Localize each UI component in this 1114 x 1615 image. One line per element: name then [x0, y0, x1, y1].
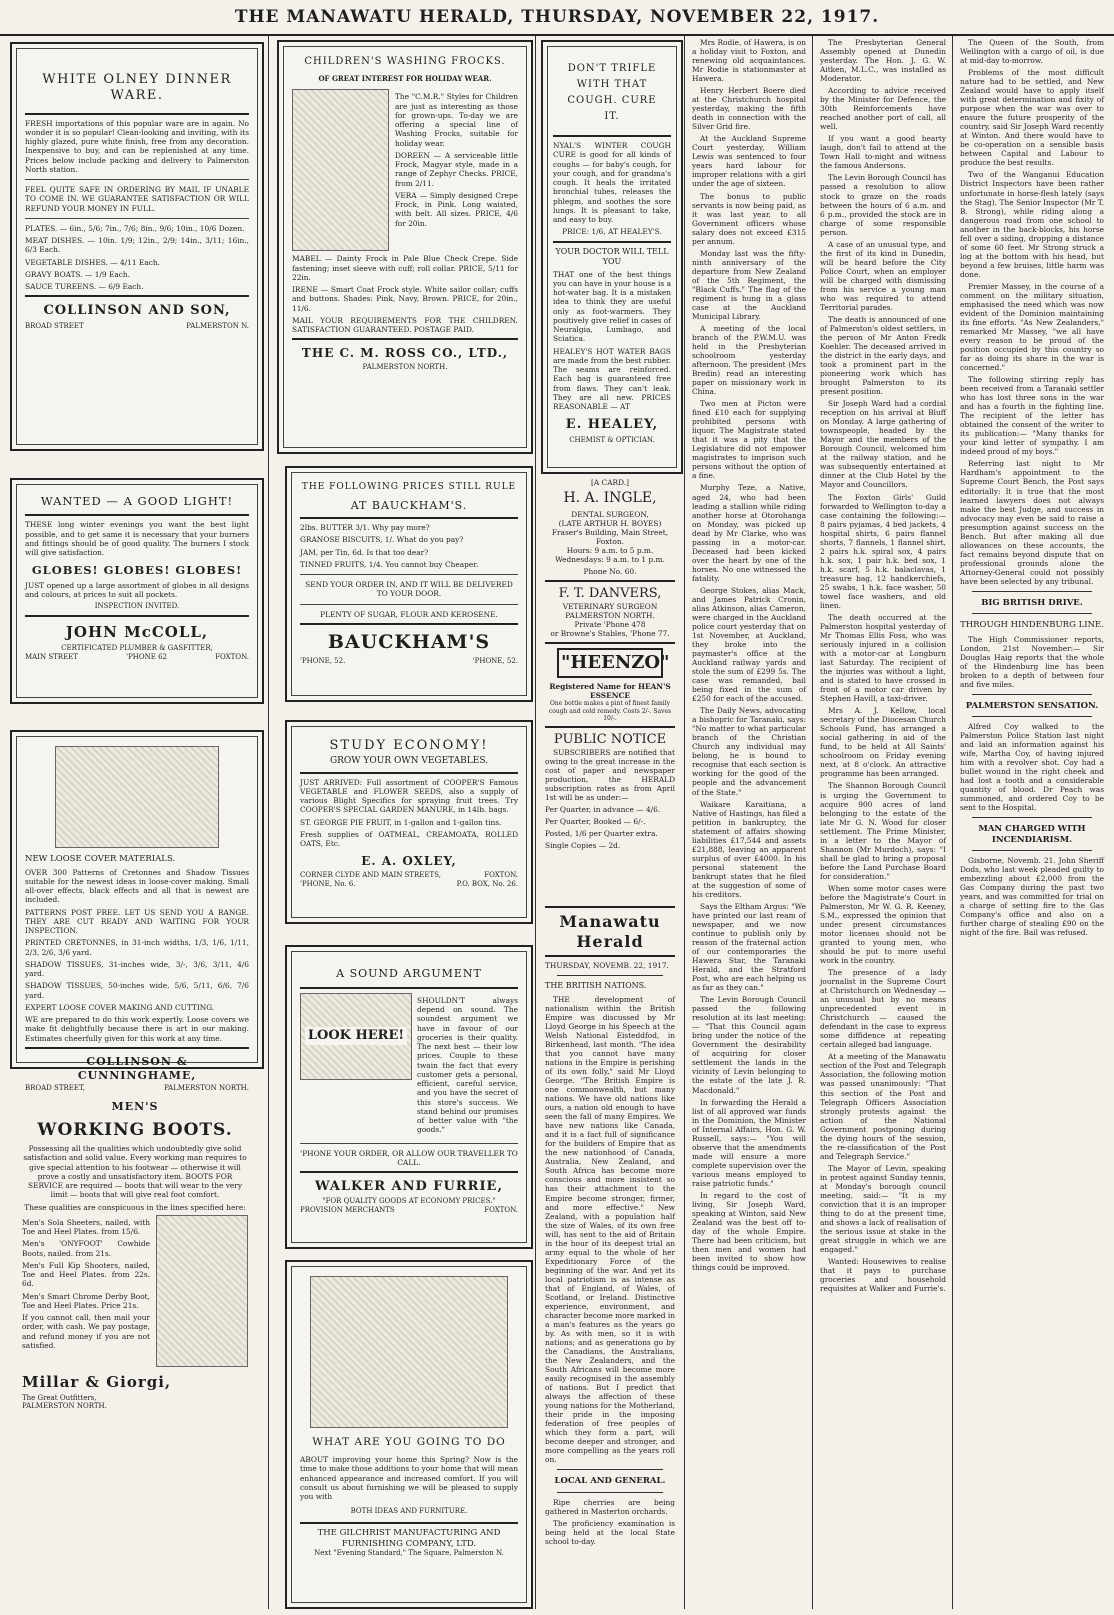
olney-item-3: VEGETABLE DISHES. — 4/11 Each.	[25, 257, 160, 267]
boot-illustration	[156, 1215, 248, 1367]
study-oats: Fresh supplies of OATMEAL, CREAMOATA, ROLLED OATS, Etc.	[300, 829, 518, 848]
study-pie: ST. GEORGE PIE FRUIT, in 1-gallon and 1-gallon tins.	[300, 817, 502, 827]
frocks-body-5: IRENE — Smart Coat Frock style. White sailor collar; cuffs and buttons. Shades: Pink, Navy, Brown. PRICE, for 20in., 11/6.	[292, 285, 518, 313]
olney-dinnerware-ad	[10, 42, 264, 451]
study-title: STUDY ECONOMY!	[329, 738, 489, 753]
light-title: WANTED — A GOOD LIGHT!	[40, 494, 234, 508]
bauckham-title-1: THE FOLLOWING PRICES STILL RULE	[301, 482, 517, 492]
editorial-column	[541, 900, 679, 1609]
bauckham-plenty: PLENTY OF SUGAR, FLOUR AND KEROSENE.	[320, 609, 498, 619]
doing-addr: Next "Evening Standard," The Square, Palmerston N.	[314, 1549, 504, 1558]
covers-patterns: PATTERNS POST FREE. LET US SEND YOU A RANGE. THEY ARE CUT READY AND WAITING FOR YOUR INSPECTION.	[25, 907, 249, 936]
covers-street: BROAD STREET,	[25, 1084, 85, 1093]
cough-ad	[541, 40, 683, 474]
news-item: The Presbyterian General Assembly opened at Dunedin yesterday. The Hon. J. G. W. Aitken, M.L.C., was installed as Moderator.	[820, 38, 946, 84]
notice-rate-2: Per Quarter, Booked — 6/-.	[545, 817, 646, 827]
lead-title: THE BRITISH NATIONS.	[545, 981, 647, 991]
ingle-card: [A CARD.]	[590, 478, 630, 487]
room-illustration	[310, 1276, 508, 1428]
boots-body: Possessing all the qualities which undoubtedly give solid satisfaction and solid value. Every working man requires to give special attention to his footwear — otherwise it will prove a costly and unsatisfactory item. BOOTS FOR SERVICE are required — boots that will wear to the very limit — boots that will give real foot comfort.	[23, 1144, 247, 1200]
news-item: If you want a good hearty laugh, don't fail to attend at the Town Hall to-night and witness the famous Andersons.	[820, 134, 946, 171]
lead-paragraph: THE development of nationalism within the British Empire was discussed by Mr Lloyd George in his Speech at the Welsh National Eisteddfod, in Birkenhead, last month. "The idea that you cannot have many nations in the Empire is perishing of its own folly," said Mr Lloyd George. "The British Empire is one commonwealth, but many nations. We have old nations like ours, a nation old enough to have seen the fall of many Empires. We have new nations like Canada, and it is a fact full of significance for the builders of Empire that as the new nationhood of Canada, Australia, New Zealand, and South Africa has become more conscious and more insistent so has their attachment to the Empire become stronger, firmer, and more effective." New Zealand, with a population half the size of Wales, of its own free will, has sent to the aid of Britain in the hour of its deepest trial an army equal to the whole of her Expeditionary Force of the beginning of the war. And yet its local patriotism is as intense as that of England, of Wales, of Scotland, or Ireland. Distinctive experience, environment, and character become more marked in a man's features as the years go by. As with men, so it is with nations; and as generations go by the Canadians, the Australians, the New Zealanders, and the South Africans will become more easily recognised in the assembly of nations. But I predict that always the affection of these young nations for the Motherland, their pride in the imposing federation of free peoples of which they form a part, will become deeper and stronger, and more compelling as the years roll on.	[545, 994, 675, 1465]
news-item: The bonus to public servants is now being paid, as it was last year, to all Government officers whose salary does not exceed £315 per annum.	[692, 191, 806, 246]
column-3-cards	[541, 476, 679, 896]
news-item: A meeting of the local branch of the P.W.M.U. was held in the Presbyterian schoolroom yesterday afternoon. The president (Mrs Bredin) read an interesting paper on missionary work in China.	[692, 323, 806, 397]
news-item: Problems of the most difficult nature had to be settled, and New Zealand would have to apply itself with great determination and fixity of purpose when the war was over to ensure the future prosperity of the country, said Sir Joseph Ward recently at Winton. And there would have to be co-operation on a sensible basis between Capital and Labour to produce the best results.	[960, 68, 1104, 168]
light-firm: JOHN McCOLL,	[65, 623, 209, 641]
notice-body: SUBSCRIBERS are notified that owing to the great increase in the cost of paper and newspaper production, the HERALD subscription rates as from April 1st will be as under:—	[545, 748, 675, 803]
boots-line-3: Men's Full Kip Shooters, nailed, Toe and Heel Plates. from 22s. 6d.	[22, 1260, 150, 1289]
study-sub: GROW YOUR OWN VEGETABLES.	[329, 756, 489, 767]
masthead: THE MANAWATU HERALD, THURSDAY, NOVEMBER 22, 1917.	[0, 0, 1114, 36]
cough-body-3: HEALEY'S HOT WATER BAGS are made from the best rubber. The seams are reinforced. Each bag is guaranteed free from flaws. They can't leak. They are all new. PRICES REASONABLE — AT	[553, 346, 671, 411]
sound-body: SHOULDN'T always depend on sound. The soundest argument we have in favour of our groceries is their quality. The next best — their low prices. Couple to these twain the fact that every customer gets a personal, efficient, careful service, and you have the secret of this store's success. We stand behind our promises of better value with "the goods."	[417, 995, 518, 1135]
bauckham-phone-2: 'PHONE, 52.	[472, 656, 518, 665]
news-item: Monday last was the fifty-ninth anniversary of the departure from New Zealand of the 5th Regiment, the "Black Cuffs." The flag of the regiment is hung in a glass case at the Auckland Municipal Library.	[692, 248, 806, 321]
bauckham-line-1: 2lbs. BUTTER 3/1. Why pay more?	[300, 523, 430, 532]
sound-title: A SOUND ARGUMENT	[336, 967, 482, 980]
news-item: Sir Joseph Ward had a cordial reception on his arrival at Bluff on Monday. A large gathering of townspeople, headed by the Mayor and the members of the Borough Council, welcomed him at the railway station, and he was subsequently entertained at dinner at the Club Hotel by the Mayor and Councillors.	[820, 399, 946, 490]
olney-item-4: GRAVY BOATS. — 1/9 Each.	[25, 269, 131, 279]
sound-town: FOXTON.	[484, 1206, 518, 1214]
covers-shadow-2: SHADOW TISSUES, 50-inches wide, 5/6, 5/11, 6/6, 7/6 yard.	[25, 981, 249, 1000]
news-item: Premier Massey, in the course of a comment on the military situation, emphasised the need which was now evident of the Dominion maintaining its fine efforts. "As New Zealanders," remarked Mr Massey, "we all have every reason to be proud of the position occupied by this country so far as doing its share in the war is concerned."	[960, 281, 1104, 373]
washing-frocks-ad	[277, 40, 533, 454]
study-addr: CORNER CLYDE AND MAIN STREETS,	[300, 871, 441, 880]
news-item: Mrs Rodie, of Hawera, is on a holiday visit to Foxton, and renewing old acquaintances. Mr Rodie is stationmaster at Hawera.	[692, 38, 806, 84]
cough-trade: CHEMIST & OPTICIAN.	[569, 435, 655, 444]
study-economy-ad	[285, 720, 533, 924]
covers-title: NEW LOOSE COVER MATERIALS.	[25, 854, 176, 864]
bauckhams-ad	[285, 466, 533, 702]
cough-body-2: THAT one of the best things you can have in your house is a hot-water bag. It is a mistaken idea to think they are useful only as foot-warmers. They positively give relief in cases of Neuralgia, Lumbago, and Sciatica.	[553, 269, 671, 344]
frocks-title: CHILDREN'S WASHING FROCKS.	[304, 56, 506, 67]
notice-rate-3: Posted, 1/6 per Quarter extra.	[545, 829, 658, 839]
news-item: The Levin Borough Council passed the following resolution at its last meeting:— "That this Council again bring under the notice of the Government the desirability of acquiring for closer settlement the lands in the vicinity of Levin belonging to the estate of the late J. R. Macdonald."	[692, 995, 806, 1095]
notice-rate-4: Single Copies — 2d.	[545, 841, 621, 851]
heenzo-logo: "HEENZO"	[557, 648, 663, 678]
furnishing-ad	[285, 1260, 533, 1609]
olney-item-2: MEAT DISHES. — 10in. 1/9; 12in., 2/9; 14in., 3/11; 16in., 6/3 Each.	[25, 236, 249, 255]
covers-shadow-1: SHADOW TISSUES, 31-inches wide, 3/-, 3/6, 3/11, 4/6 yard.	[25, 959, 249, 979]
cough-firm: E. HEALEY,	[565, 417, 659, 433]
covers-body-2: WE are prepared to do this work expertly. Loose covers we make fit delightfully because there is art in our making. Estimates cheerfully given for this work at any time.	[25, 1015, 249, 1043]
danvers-phone-2: or Browne's Stables, 'Phone 77.	[550, 629, 670, 639]
news-item: Gisborne, Novemb. 21. John Sheriff Dods, who last week pleaded guilty to embezzling about £2,000 from the Gas Company during the past two years, and was committed for trial on a charge of setting fire to the Gas Company's office and also on a further charge of stealing £90 on the night of the fire. Bail was refused.	[960, 856, 1104, 938]
news-item: Alfred Coy walked to the Palmerston Police Station last night and laid an information against his wife, Martha Coy, of having injured him with a revolver shot. Coy had a bullet wound in the right cheek and had lost a tooth and a considerable quantity of blood. Dr Peach was summoned, and ordered Coy to be sent to the Hospital.	[960, 722, 1104, 813]
covers-expert: EXPERT LOOSE COVER MAKING AND CUTTING.	[25, 1002, 215, 1012]
good-light-ad	[10, 478, 264, 704]
news-column-6	[956, 36, 1108, 1609]
news-item: Referring last night to Mr Hardham's appointment to the Supreme Court Bench, the Post says editorially: It is true that the most learned lawyers does not always make the best Judge, and success in advocacy may even be said to raise a presumption against success on the Bench. But after making all due allowances on these accounts, the fact remains beyond dispute that on professional grounds alone the Attorney-General could not possibly have been selected by any tribunal.	[960, 459, 1104, 586]
sound-argument-ad	[285, 945, 533, 1249]
sound-firm: WALKER AND FURRIE,	[315, 1179, 503, 1194]
news-item: The Levin Borough Council has passed a resolution to allow stock to graze on the roads between the hours of 6 a.m. and 6 p.m., provided the stock are in charge of some responsible person.	[820, 173, 946, 237]
doing-ideas: BOTH IDEAS AND FURNITURE.	[350, 1507, 468, 1516]
bauckham-line-4: TINNED FRUITS, 1/4. You cannot buy Cheaper.	[300, 559, 479, 569]
frocks-body-1: The "C.M.R." Styles for Children are just as interesting as those for grown-ups. To-day we are offering a special line of Washing Frocks, suitable for holiday wear.	[395, 92, 518, 148]
doing-firm: THE GILCHRIST MANUFACTURING AND FURNISHING COMPANY, LTD.	[317, 1528, 501, 1549]
news-item: In forwarding the Herald a list of all approved war funds in the Dominion, the Minister of Internal Affairs, Hon. G. W. Russell, says:— "You will observe that the amendments made will ensure a more complete supervision over the various means employed to raise patriotic funds."	[692, 1097, 806, 1188]
news-item: The death occurred at the Palmerston hospital yesterday of Mr Thomas Ellis Foss, who was seriously injured in a collision with a motor-car at Longburn last Saturday. The recipient of the injuries was without a light, and is stated to have crossed in front of a motor car driven by Stephen Havill, a taxi-driver.	[820, 612, 946, 704]
news-item: Says the Eltham Argus: "We have printed our last ream of newspaper, and we now continue to publish only by reason of the fraternal action of our contemporaries the Hawera Star, the Taranaki Herald, and the Stratford Post, who are each helping us as far as they can."	[692, 901, 806, 993]
news-column-4	[688, 36, 810, 1609]
working-boots-ad	[10, 1085, 260, 1605]
heading-incendiarism: MAN CHARGED WITH INCENDIARISM.	[978, 824, 1086, 845]
ingle-late: (LATE ARTHUR H. BOYES)	[558, 519, 662, 529]
news-item: The Queen of the South, from Wellington with a cargo of oil, is due at mid-day to-morrow.	[960, 38, 1104, 66]
olney-body: FRESH importations of this popular ware are in again. No wonder it is so popular! Clean-looking and inviting, with its highly glazed, pure white finish, free from any decoration. Inexpensive to buy, and can be replenished at any time. Prices below include packing and delivery to Palmerston North station.	[25, 118, 249, 174]
news-item: According to advice received by the Minister for Defence, the 30th Reinforcements have reached another port of call, all well.	[820, 86, 946, 132]
bauckham-phone-1: 'PHONE, 52.	[300, 656, 346, 665]
sound-phone: 'PHONE YOUR ORDER, OR ALLOW OUR TRAVELLER TO CALL.	[300, 1148, 518, 1167]
news-item: The Daily News, advocating a bishopric for Taranaki, says: "No matter to what particular branch of the Christian Church any individual may belong, he is bound to recognise that each section is working for the good of the people and the advancement of the State."	[692, 706, 806, 797]
local-item-16: Ripe cherries are being gathered in Masterton orchards.	[545, 1497, 675, 1516]
heenzo-sub: Registered Name for HEAN'S ESSENCE	[549, 682, 671, 701]
boots-line-1: Men's Sola Sheeters, nailed, with Toe and Heel Plates. from 15/6.	[22, 1217, 150, 1236]
danvers-town: PALMERSTON NORTH.	[565, 611, 655, 621]
bauckham-title-2: AT BAUCKHAM'S.	[350, 499, 468, 513]
ingle-trade: DENTAL SURGEON,	[571, 510, 649, 520]
study-firm: E. A. OXLEY,	[361, 854, 457, 869]
news-item: The presence of a lady journalist in the Supreme Court at Christchurch on Wednesday — an unusual but by no means unprecedented event in Christchurch — caused the defendant in the case to express some diffidence at repeating certain alleged bad language.	[820, 968, 946, 1050]
frocks-body-4: MABEL — Dainty Frock in Pale Blue Check Crepe. Side fastening; inset sleeve with cuff; roll collar. PRICE, 5/11 for 22in.	[292, 254, 518, 282]
news-item: Two of the Wanganui Education District Inspectors have been rather unfortunate in horse-flesh lately (says the Stag). The Senior Inspector (Mr T. B. Strong), while riding along a dangerous road from one school to another in the back-blocks, his horse fell over a siding, dropping a distance of some 60 feet. Mr Strong struck a log at the bottom with his head, but beyond a few bruises, little harm was done.	[960, 170, 1104, 279]
news-item: The following stirring reply has been received from a Taranaki settler who has lost three sons in the war and has a fourth in the fighting line. The recipient of the letter has obtained the consent of the writer to its publication:— "Many thanks for your kind letter of sympathy. I am indeed proud of my boys."	[960, 375, 1104, 457]
news-item: Mrs A. J. Kellow, local secretary of the Diocesan Church Schools Fund, has arranged a social gathering in aid of the fund, to be held at All Saints' schoolroom on Friday evening next, at 8 o'clock. An attractive programme has been arranged.	[820, 706, 946, 779]
news-item: Two men at Picton were fined £10 each for supplying prohibited persons with liquor. The Magistrate stated that it was a pity that the Legislature did not empower magistrates to imprison such persons without the option of a fine.	[692, 399, 806, 481]
covers-firm: COLLINSON & CUNNINGHAME,	[77, 1054, 197, 1082]
frocks-town: PALMERSTON NORTH.	[362, 363, 448, 372]
frocks-body-2: DOREEN — A serviceable little Frock, Magyar style, made in a range of Zephyr Checks. PRICE, from 2/11.	[395, 150, 518, 188]
ingle-addr: Fraser's Building, Main Street, Foxton.	[551, 528, 669, 547]
danvers-trade: VETERINARY SURGEON	[562, 602, 658, 612]
news-item: The Mayor of Levin, speaking in protest against Sunday tennis, at Monday's borough council meeting, said:— "It is my conviction that it is an improper thing to do at the present time, and shows a lack of realisation of the serious issue at stake in the great struggle in which we are engaged."	[820, 1163, 946, 1255]
news-item: The High Commissioner reports, London, 21st November:— Sir Douglas Haig reports that the whole of the Hindenburg line has been broken to a depth of between four and five miles.	[960, 634, 1104, 689]
olney-item-5: SAUCE TUREENS. — 6/9 Each.	[25, 282, 144, 291]
heading-sensation: PALMERSTON SENSATION.	[965, 700, 1099, 711]
news-item: Wanted: Housewives to realise that it pays to purchase groceries and household requisites at Walker and Furrie's.	[820, 1257, 946, 1294]
light-body-2: JUST opened up a large assortment of globes in all designs and colours, at prices to suit all pockets.	[25, 580, 249, 599]
heading-big-drive: BIG BRITISH DRIVE.	[981, 597, 1083, 608]
frocks-sub: OF GREAT INTEREST FOR HOLIDAY WEAR.	[318, 73, 492, 83]
frocks-mail: MAIL YOUR REQUIREMENTS FOR THE CHILDREN. SATISFACTION GUARANTEED. POSTAGE PAID.	[292, 315, 518, 334]
light-street: MAIN STREET	[25, 652, 78, 661]
study-body: JUST ARRIVED: Full assortment of COOPER'S Famous VEGETABLE and FLOWER SEEDS, also a supply of various Blight Specifics for spraying fruit trees. Try COOPER'S SPECIAL GARDEN MANURE, in 14lb. bags.	[300, 777, 518, 815]
notice-rate-1: Per Quarter, in advance — 4/6.	[545, 805, 661, 815]
cough-body: NYAL'S WINTER COUGH CURE is good for all kinds of coughs — for baby's cough, for your cough, and for grandma's cough. It heals the irritated bronchial tubes, releases the phlegm, and soothes the sore lungs. It is pleasant to take, and easy to buy.	[553, 141, 671, 224]
study-phone: 'PHONE, No. 6.	[300, 880, 356, 888]
doing-body: ABOUT improving your home this Spring? Now is the time to make those additions to your home that will mean enhanced appearance and increased comfort. If you will consult us about furnishing we will be pleased to supply you with	[300, 1455, 518, 1502]
bauckham-order: SEND YOUR ORDER IN, AND IT WILL BE DELIVERED TO YOUR DOOR.	[305, 580, 513, 599]
covers-body: OVER 300 Patterns of Cretonnes and Shadow Tissues suitable for the newest ideas in loose-cover making. Small all-over effects, black effects and all that is newest are included.	[25, 867, 249, 905]
ingle-name: H. A. INGLE,	[563, 490, 657, 507]
local-item-17: The proficiency examination is being held at the local State school to-day.	[545, 1518, 675, 1546]
cough-price: PRICE: 1/6, AT HEALEY'S.	[562, 227, 662, 237]
light-trade: CERTIFICATED PLUMBER & GASFITTER,	[61, 643, 213, 652]
olney-street: BROAD STREET	[25, 321, 84, 330]
boots-title-1: MEN'S	[111, 1100, 159, 1113]
boots-sub: The Great Outfitters,	[22, 1393, 97, 1402]
news-item: Henry Herbert Boere died at the Christchurch hospital yesterday, making the fifth death in connection with the Silver Grid fire.	[692, 86, 806, 132]
megaphone-illustration	[300, 993, 412, 1080]
ingle-phone: Phone No. 60.	[583, 567, 637, 577]
light-town: FOXTON.	[215, 652, 249, 661]
olney-mail: FEEL QUITE SAFE IN ORDERING BY MAIL IF UNABLE TO COME IN. WE GUARANTEE SATISFACTION OR WILL REFUND YOUR MONEY IN FULL.	[25, 185, 249, 213]
look-here-text: LOOK HERE!	[305, 1027, 407, 1045]
study-town: FOXTON.	[484, 871, 518, 880]
news-item: The death is announced of one of Palmerston's oldest settlers, in the person of Mr Anton Fredk Koehler. The deceased arrived in the district in the early days, and took a prominent part in the pioneering work which has brought Palmerston to its present position.	[820, 314, 946, 397]
paper-name: Manawatu Herald	[559, 912, 661, 951]
heenzo-small: One bottle makes a pint of finest family cough and cold remedy. Costs 2/-. Saves 10/-.	[548, 700, 672, 722]
olney-title: WHITE OLNEY DINNER WARE.	[42, 72, 232, 104]
news-item: The Shannon Borough Council is urging the Government to acquire 900 acres of land belonging to the estate of the late Mr G. N. Wood for closer settlement. The Prime Minister, in a letter to the Mayor of Shannon (Mr Murdoch), says: "I shall be glad to bring a proposal before the Land Purchase Board for consideration."	[820, 781, 946, 881]
news-item: Murphy Teze, a Native, aged 24, who had been leading a stallion while riding another horse at Otorohanga on Monday, was picked up dead by Mr Clarke, who was passing in a motor-car. Deceased had been kicked over the heart by one of the horses. No one witnessed the fatality.	[692, 483, 806, 583]
news-column-5	[816, 36, 950, 1609]
sound-trade: PROVISION MERCHANTS	[300, 1206, 395, 1214]
local-general-heading: LOCAL AND GENERAL.	[554, 1476, 666, 1487]
news-item: At a meeting of the Manawatu section of the Post and Telegraph Association, the following motion was passed unanimously: "That this section of the Post and Telegraph Officers Association strongly protests against the action of the National Government postponing during the dying hours of the session, the re-classification of the Post and Telegraph Service."	[820, 1052, 946, 1161]
light-invite: INSPECTION INVITED.	[94, 602, 180, 611]
boots-title-2: WORKING BOOTS.	[37, 1119, 233, 1140]
frocks-body-3: VERA — Simply designed Crepe Frock, in Pink. Long waisted, with belt. All sizes. PRICE, 4/6 for 20in.	[395, 190, 518, 228]
frocks-illustration	[292, 89, 389, 251]
news-item: The Foxton Girls' Guild forwarded to Wellington to-day a case containing the following:— 8 pairs pyjamas, 4 bed jackets, 4 hospital shirts, 6 pairs flannel shorts, 7 flannels, 1 flannel shirt, 2 pairs h.k. spiral sox, 4 pairs h.k. sox, 1 pair h.k. bed sox, 1 h.k. scarf, 5 h.k. balaclavas, 1 treasure bag, 12 handkerchiefs, 25 swabs, 1 h.k. face washer, 50 towel face washers, and old linen.	[820, 492, 946, 610]
boots-line-4: Men's Smart Chrome Derby Boot, Toe and Heel Plates. Price 21s.	[22, 1291, 150, 1310]
news-item: When some motor cases were before the Magistrate's Court in Palmerston, Mr W. G. R. Keeney, S.M., expressed the opinion that under present circumstances motor licenses should not be granted to young men, who should be put to more useful work in the country.	[820, 883, 946, 966]
boots-line-2: Men's 'ONYFOOT' Cowhide Boots, nailed. from 21s.	[22, 1239, 150, 1258]
heading-hindenburg: THROUGH HINDENBURG LINE.	[960, 620, 1104, 631]
olney-item-1: PLATES. — 6in., 5/6; 7in., 7/6; 8in., 9/6; 10in., 10/6 Dozen.	[25, 223, 245, 233]
study-box: P.O. BOX, No. 26.	[456, 880, 518, 888]
danvers-name: F. T. DANVERS,	[558, 586, 662, 602]
news-item: A case of an unusual type, and the first of its kind in Dunedin, will be heard before the City Police Court, when an employer will be charged with dismissing from his service a young man who was required to attend Territorial parades.	[820, 239, 946, 312]
boots-town: PALMERSTON NORTH.	[22, 1402, 107, 1411]
light-phone: 'PHONE 62	[126, 652, 168, 661]
paper-date: THURSDAY, NOVEMB. 22, 1917.	[545, 961, 669, 971]
boots-firm: Millar & Giorgi,	[22, 1372, 172, 1391]
light-body: THESE long winter evenings you want the best light possible, and to get same it is necessary that your burners and fittings should be of good quality. The burners I stock will give satisfaction.	[25, 520, 249, 558]
cough-title: DON'T TRIFLE WITH THAT COUGH. CURE IT.	[567, 63, 657, 122]
news-item: George Stokes, alias Mack, and James Patrick Cronin, alias Atkinson, alias Cameron, were charged in the Auckland police court yesterday that on 1st November, at Auckland, they broke into the paymaster's office at the Auckland railway yards and stole the sum of £299 5s. The case was remanded, bail being fixed in the sum of £250 for each of the accused.	[692, 585, 806, 704]
danvers-phone-1: Private 'Phone 478	[574, 620, 646, 630]
ingle-hours: Hours: 9 a.m. to 5 p.m. Wednesdays: 9 a.m. to 1 p.m.	[555, 546, 665, 565]
light-globes: GLOBES! GLOBES! GLOBES!	[31, 563, 243, 578]
boots-order: If you cannot call, then mail your order, with cash. We pay postage, and refund money if you are not satisfied.	[22, 1313, 150, 1350]
bauckham-line-2: GRANOSE BISCUITS, 1/. What do you pay?	[300, 535, 464, 545]
bauckham-firm: BAUCKHAM'S	[327, 630, 491, 653]
sound-slogan: "FOR QUALITY GOODS AT ECONOMY PRICES."	[322, 1197, 496, 1206]
armchair-illustration	[55, 746, 219, 848]
loose-covers-ad	[10, 730, 264, 1093]
olney-town: PALMERSTON N.	[186, 321, 249, 330]
news-item: Waikare Karaitiana, a Native of Hastings, has filed a petition in bankruptcy, the statement of affairs showing liabilities £17,544 and assets £21,888, leaving an apparent surplus of over £4000. In his personal statement the bankrupt states that he filed at the suggestion of some of his creditors.	[692, 799, 806, 899]
boots-lines: These qualities are conspicuous in the lines specified here:	[24, 1202, 246, 1212]
covers-town: PALMERSTON NORTH.	[164, 1084, 249, 1093]
frocks-firm: THE C. M. ROSS CO., LTD.,	[301, 346, 509, 361]
covers-cretonnes: PRINTED CRETONNES, in 31-inch widths, 1/3, 1/6, 1/11, 2/3, 2/6, 3/6 yard.	[25, 938, 249, 957]
notice-title: PUBLIC NOTICE	[553, 732, 667, 748]
bauckham-line-3: JAM, per Tin, 6d. Is that too dear?	[300, 547, 429, 557]
news-item: In regard to the cost of living, Sir Joseph Ward, speaking at Winton, said New Zealand was the best off to-day of the whole Empire. There had been criticism, but then men and women had been invited to show how things could be improved.	[692, 1190, 806, 1273]
doing-title: WHAT ARE YOU GOING TO DO	[312, 1436, 506, 1448]
cough-doctor: YOUR DOCTOR WILL TELL YOU	[555, 246, 669, 266]
olney-firm: COLLINSON AND SON,	[43, 303, 231, 319]
news-item: At the Auckland Supreme Court yesterday, William Lewis was sentenced to four years hard labour for improper relations with a girl under the age of sixteen.	[692, 134, 806, 189]
